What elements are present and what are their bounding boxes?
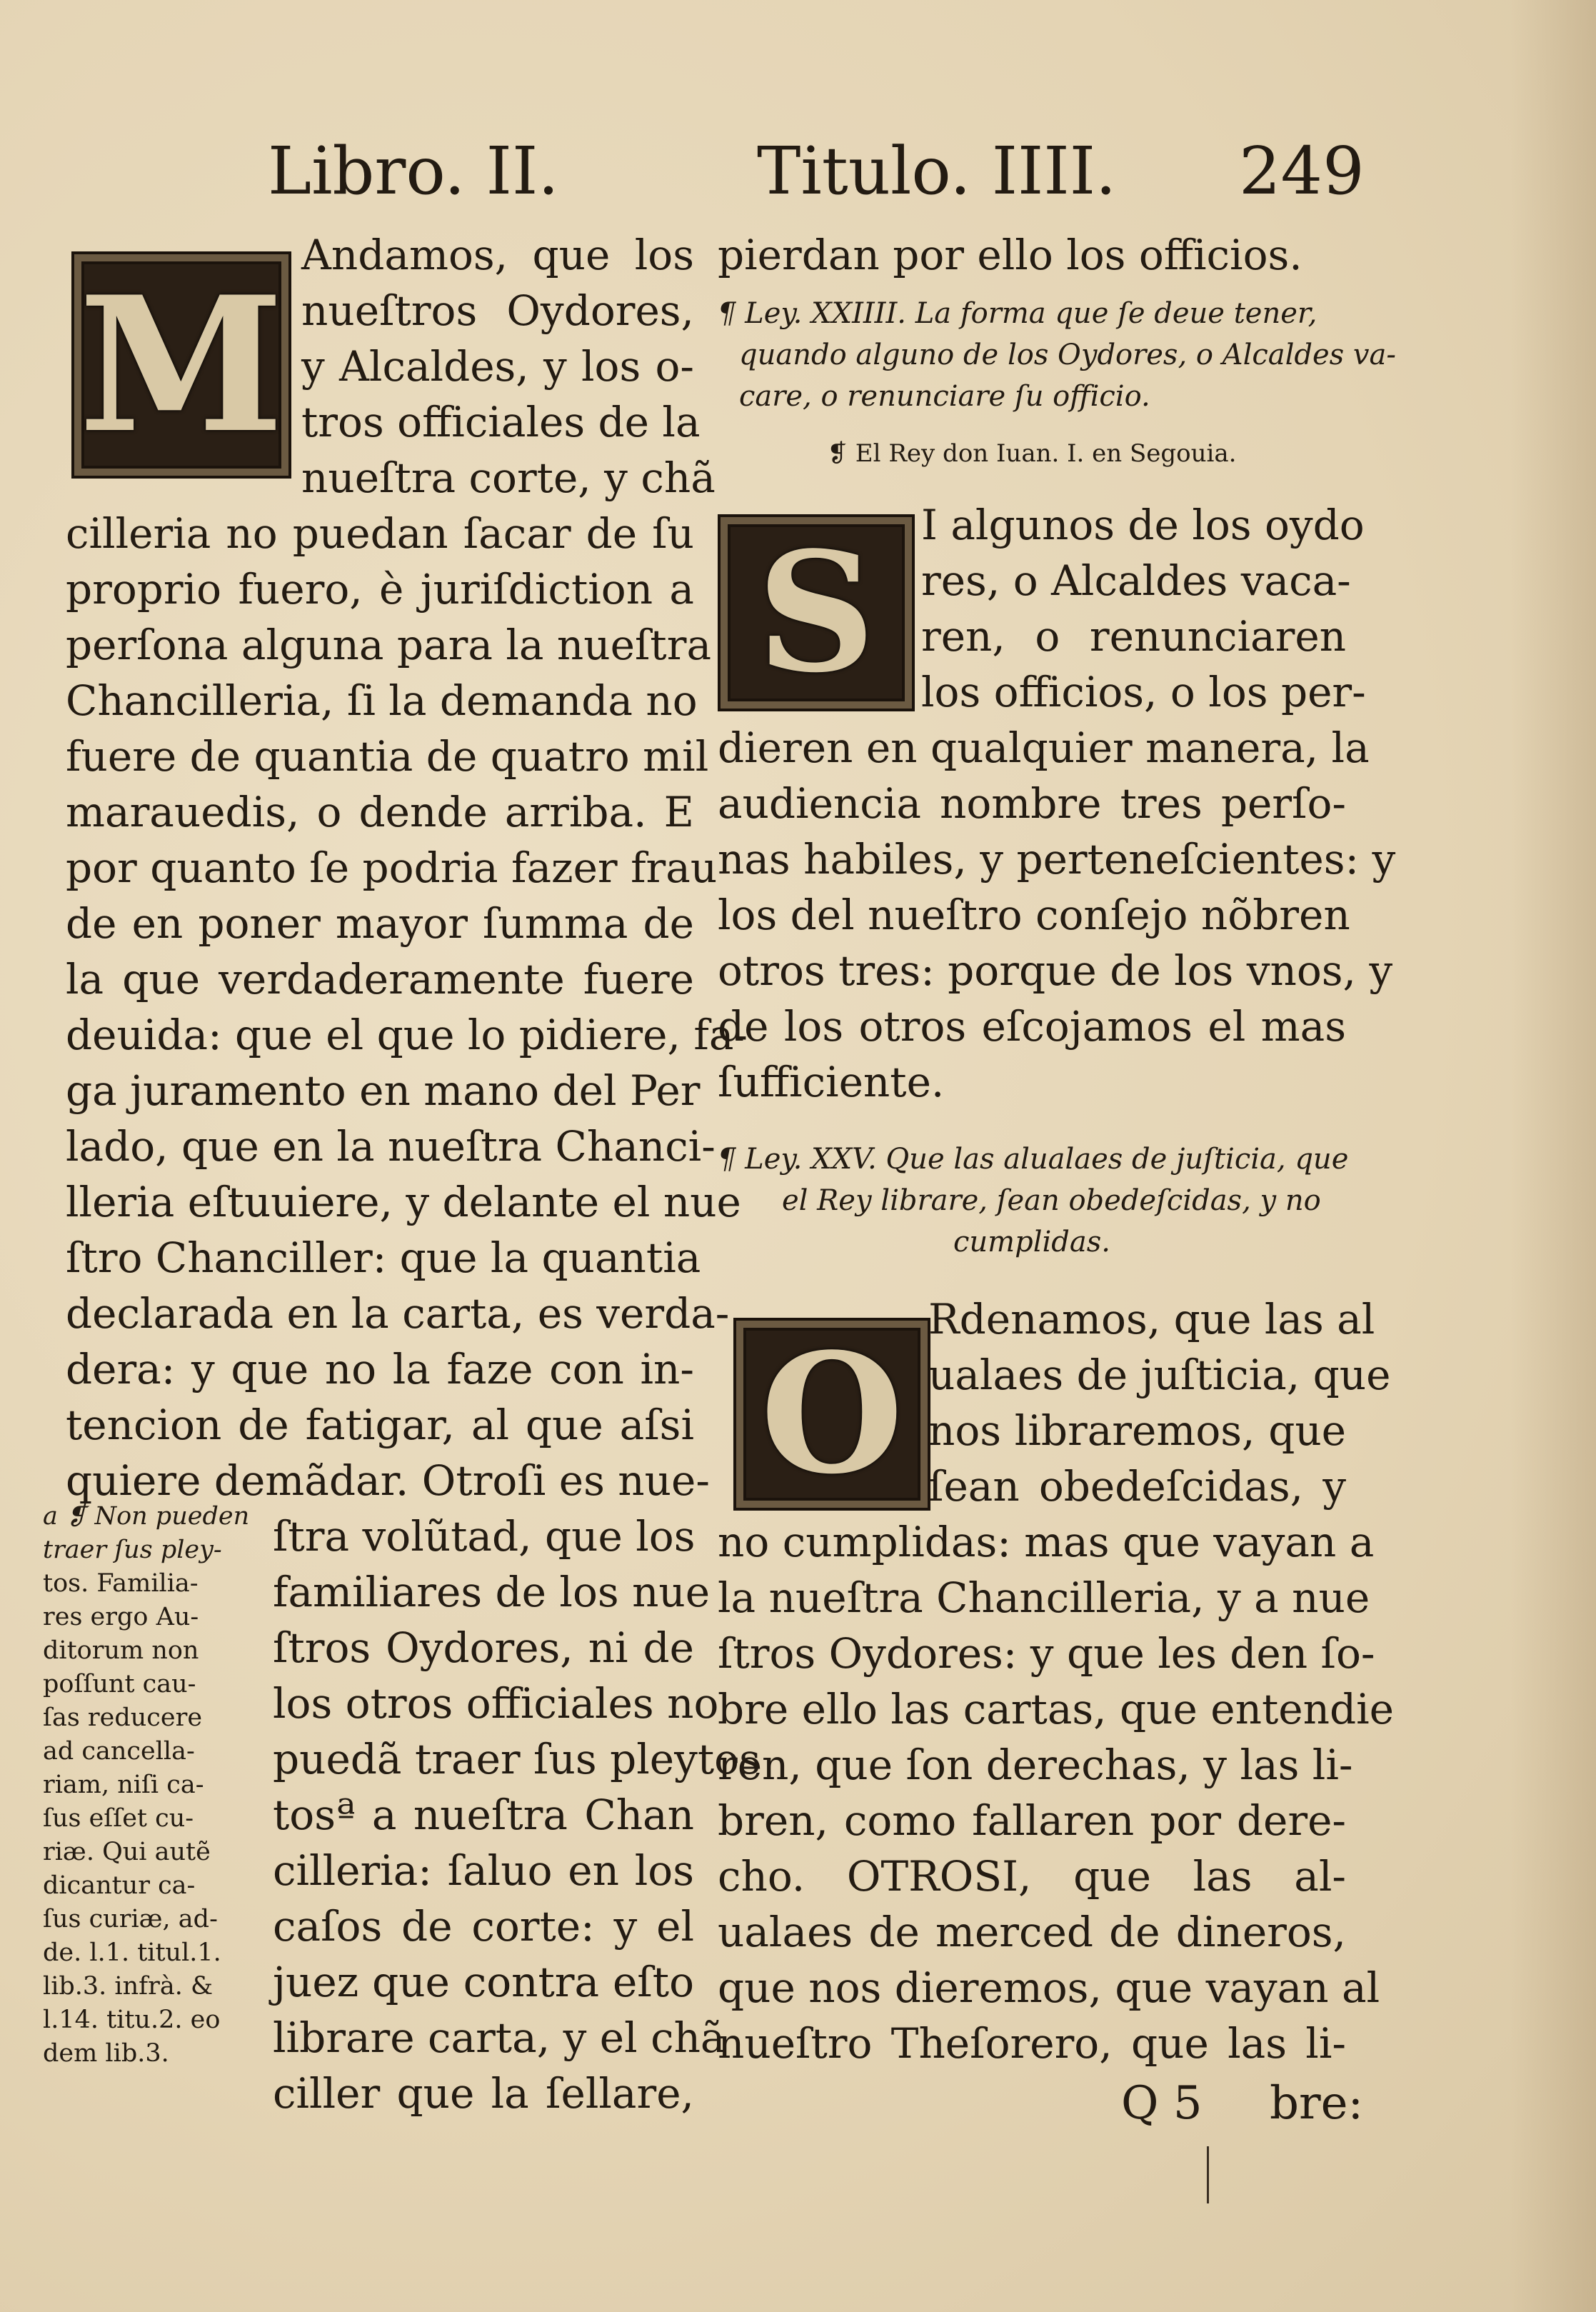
initial-letter: O bbox=[760, 1318, 904, 1511]
text-line: pierdan por ello los officios. bbox=[718, 231, 1303, 279]
signature-mark: Q 5 bbox=[1121, 2077, 1203, 2130]
text-line: nueſtros Oydores, bbox=[301, 286, 694, 335]
text-line: de los otros eſcojamos el mas bbox=[718, 1002, 1346, 1051]
text-line: juez que contra eſto bbox=[273, 1958, 694, 2006]
margin-note-line: ditorum non bbox=[43, 1636, 199, 1665]
text-line: ualaes de juſticia, que bbox=[928, 1351, 1391, 1399]
heading-line: cumplidas. bbox=[953, 1226, 1110, 1258]
margin-note-line: lib.3. infrà. & bbox=[43, 1972, 214, 2001]
text-line: los officios, o los per- bbox=[921, 668, 1366, 716]
margin-note-line: dicantur ca- bbox=[43, 1871, 196, 1900]
text-line: bren, como fallaren por dere- bbox=[718, 1796, 1346, 1845]
text-line: I algunos de los oydo bbox=[921, 501, 1365, 549]
text-line: puedã traer ſus pleytos bbox=[273, 1735, 761, 1783]
text-line: la que verdaderamente fuere bbox=[66, 955, 694, 1004]
margin-note-line: ſas reducere bbox=[43, 1703, 203, 1732]
text-line: dieren en qualquier manera, la bbox=[718, 724, 1370, 772]
margin-note-line: ſus curiæ, ad- bbox=[43, 1905, 218, 1933]
text-line: ſtro Chanciller: que la quantia bbox=[66, 1233, 701, 1282]
text-line: y Alcaldes, y los o- bbox=[301, 342, 694, 391]
margin-note-line: riam, niſi ca- bbox=[43, 1771, 204, 1799]
text-line: ciller que la ſellare, bbox=[273, 2069, 694, 2118]
heading-line: el Rey librare, ſean obedeſcidas, y no bbox=[782, 1184, 1321, 1217]
text-line: declarada en la carta, es verda- bbox=[66, 1289, 730, 1338]
ley-25-heading bbox=[718, 1139, 1349, 1263]
text-line: audiencia nombre tres perſo- bbox=[718, 779, 1346, 828]
text-line: ſtros Oydores: y que les den ſo- bbox=[718, 1629, 1375, 1678]
text-line: ualaes de merced de dineros, bbox=[718, 1908, 1346, 1956]
text-line: res, o Alcaldes vaca- bbox=[921, 556, 1351, 605]
margin-note-line: riæ. Qui autẽ bbox=[43, 1838, 211, 1866]
margin-note-line: ad cancella- bbox=[43, 1737, 195, 1766]
text-line: cilleria no puedan ſacar de ſu bbox=[66, 509, 694, 558]
text-line: tencion de fatigar, al que aſsi bbox=[66, 1401, 694, 1449]
text-line: ſtra volũtad, que los bbox=[273, 1512, 696, 1561]
text-line: nos libraremos, que bbox=[928, 1406, 1346, 1455]
margin-note-line: poſſunt cau- bbox=[43, 1670, 196, 1698]
heading-line: quando alguno de los Oydores, o Alcaldes va- bbox=[739, 339, 1396, 371]
text-line: lleria eſtuuiere, y delante el nue bbox=[66, 1178, 741, 1226]
text-line: ga juramento en mano del Per bbox=[66, 1066, 701, 1115]
margin-note-line: ſus eſſet cu- bbox=[43, 1804, 194, 1833]
header-title: Titulo. IIII. bbox=[757, 133, 1117, 209]
text-line: perſona alguna para la nueſtra bbox=[66, 621, 712, 669]
text-line: Chancilleria, ſi la demanda no bbox=[66, 676, 698, 725]
text-line: quiere demãdar. Otroſi es nue- bbox=[66, 1456, 710, 1505]
text-line: bre ello las cartas, que entendie bbox=[718, 1685, 1394, 1733]
text-line: lado, que en la nueſtra Chanci- bbox=[66, 1122, 716, 1171]
text-line: deuida: que el que lo pidiere, fa- bbox=[66, 1011, 748, 1059]
text-line: cho. OTROSI, que las al- bbox=[718, 1852, 1346, 1901]
text-line: de en poner mayor ſumma de bbox=[66, 899, 694, 948]
heading-line: ¶ Ley. XXV. Que las alualaes de juſticia, que bbox=[718, 1143, 1349, 1176]
text-line: ſufficiente. bbox=[718, 1058, 945, 1106]
text-line: la nueſtra Chancilleria, y a nue bbox=[718, 1573, 1370, 1622]
margin-note bbox=[43, 1500, 257, 2071]
text-line: nueſtro Theſorero, que las li- bbox=[718, 2019, 1346, 2068]
heading-line: care, o renunciare ſu officio. bbox=[739, 380, 1150, 413]
text-line: nas habiles, y perteneſcientes: y bbox=[718, 835, 1396, 884]
margin-note-line: res ergo Au- bbox=[43, 1603, 199, 1631]
initial-letter: M bbox=[79, 256, 284, 474]
page-edge-shadow bbox=[1510, 0, 1596, 2312]
text-line: por quanto ſe podria fazer frau bbox=[66, 844, 718, 892]
text-line: tosª a nueſtra Chan bbox=[273, 1791, 694, 1839]
text-line: Rdenamos, que las al bbox=[928, 1295, 1375, 1343]
text-line: caſos de corte: y el bbox=[273, 1902, 694, 1951]
text-line: familiares de los nue bbox=[273, 1568, 711, 1616]
text-line: nueſtra corte, y chã bbox=[301, 454, 716, 502]
text-line: los del nueſtro conſejo nõbren bbox=[718, 891, 1350, 939]
header-book: Libro. II. bbox=[268, 133, 559, 209]
ley-24-heading bbox=[718, 293, 1396, 417]
page-number: 249 bbox=[1239, 133, 1365, 209]
text-line: cilleria: ſaluo en los bbox=[273, 1846, 694, 1895]
margin-note-line: de. l.1. titul.1. bbox=[43, 1938, 221, 1967]
text-line: los otros officiales no bbox=[273, 1679, 719, 1728]
text-line: ren, que ſon derechas, y las li- bbox=[718, 1741, 1353, 1789]
margin-note-line: dem lib.3. bbox=[43, 2039, 169, 2068]
gutter-mark bbox=[1207, 2146, 1209, 2203]
right-column bbox=[718, 227, 1396, 2071]
margin-note-line: l.14. titu.2. eo bbox=[43, 2006, 221, 2034]
running-header bbox=[0, 132, 1596, 211]
text-line: Andamos, que los bbox=[301, 231, 694, 279]
text-line: tros officiales de la bbox=[301, 398, 701, 446]
text-line: que nos dieremos, que vayan al bbox=[718, 1963, 1380, 2012]
heading-line: ¶ Ley. XXIIII. La forma que ſe deue tener, bbox=[718, 297, 1318, 330]
text-line: no cumplidas: mas que vayan a bbox=[718, 1518, 1375, 1566]
catchword: bre: bbox=[1270, 2077, 1363, 2130]
text-line: fuere de quantia de quatro mil bbox=[66, 732, 709, 781]
text-line: marauedis, o dende arriba. E bbox=[66, 788, 694, 836]
margin-note-line: a ❡ Non pueden bbox=[43, 1502, 250, 1531]
text-line: ſtros Oydores, ni de bbox=[273, 1623, 694, 1672]
ley-24-source: ❡ El Rey don Iuan. I. en Segouia. bbox=[827, 439, 1237, 468]
text-line: ſean obedeſcidas, y bbox=[928, 1462, 1346, 1511]
margin-note-line: traer ſus pley- bbox=[43, 1536, 222, 1564]
initial-letter: S bbox=[756, 516, 876, 709]
text-line: otros tres: porque de los vnos, y bbox=[718, 946, 1393, 995]
text-line: proprio fuero, è juriſdiction a bbox=[66, 565, 694, 614]
text-line: dera: y que no la faze con in- bbox=[66, 1345, 694, 1393]
margin-note-line: tos. Familia- bbox=[43, 1569, 199, 1598]
text-line: ren, o renunciaren bbox=[921, 612, 1346, 661]
text-line: librare carta, y el chã bbox=[273, 2013, 726, 2062]
